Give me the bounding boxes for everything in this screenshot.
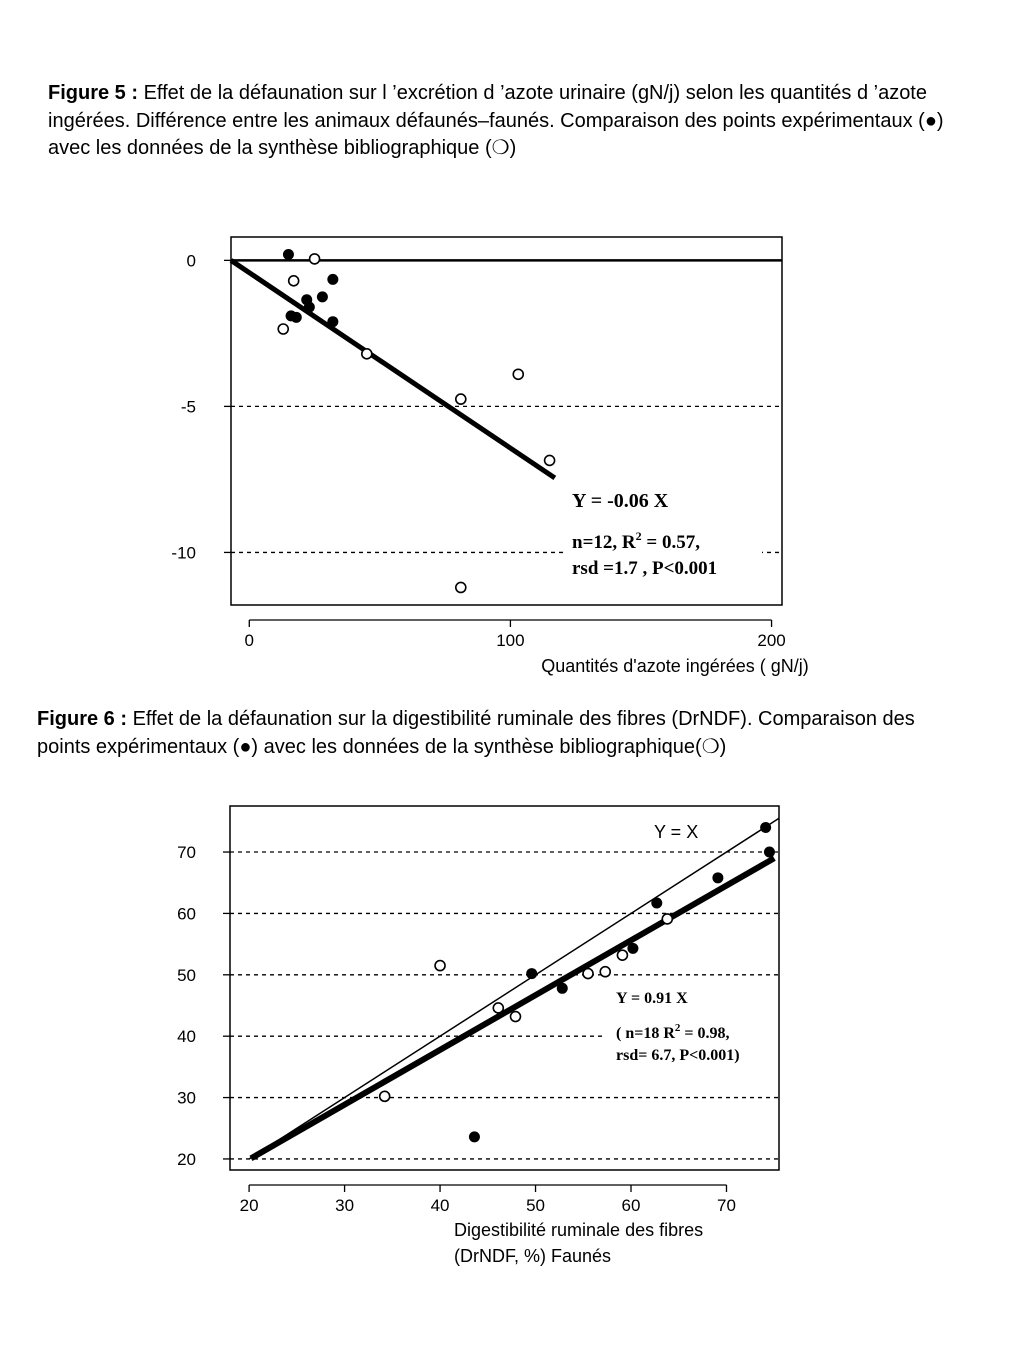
filled-circle-symbol: ● — [924, 109, 937, 132]
x-tick-label: 100 — [496, 631, 525, 650]
filled-data-point — [651, 897, 662, 908]
open-data-point — [583, 969, 593, 979]
stats-line-2: rsd= 6.7, P<0.001) — [616, 1047, 740, 1064]
stats-line-2: rsd =1.7 , P<0.001 — [572, 558, 718, 579]
filled-circle-symbol: ● — [239, 735, 252, 758]
x-tick-label: 200 — [757, 631, 786, 650]
x-axis-label-line-2: (DrNDF, %) Faunés — [454, 1246, 612, 1266]
stats-line-1: ( n=18 $R^2 = 0.98$, — [616, 1022, 730, 1042]
open-data-point — [380, 1091, 390, 1101]
figure-6-caption-end: ) — [719, 735, 727, 758]
figure-5-label: Figure 5 : — [48, 82, 139, 104]
x-axis-label: Quantités d'azote ingérées ( gN/j) — [541, 656, 809, 676]
y-tick-label: -5 — [180, 397, 196, 417]
x-tick-label: 60 — [621, 1196, 641, 1215]
x-tick-label: 40 — [430, 1196, 450, 1215]
frame-gap — [780, 978, 800, 1072]
y-tick-label: 30 — [177, 1088, 196, 1108]
open-data-point — [662, 914, 672, 924]
x-axis-label-line-1: Digestibilité ruminale des fibres — [454, 1220, 704, 1240]
open-data-point — [510, 1012, 520, 1022]
x-tick-label: 30 — [335, 1196, 355, 1215]
filled-data-point — [469, 1131, 480, 1142]
open-data-point — [617, 950, 627, 960]
x-tick-label: 0 — [244, 631, 255, 650]
figure-5-caption-mid: ) avec les données de la synthèse bibliographique ( — [48, 109, 944, 159]
y-tick-label: -10 — [171, 543, 196, 563]
open-circle-symbol: ❍ — [701, 735, 720, 758]
stats-line-1: n=12, $R^2 = 0.57$, — [572, 529, 700, 553]
filled-data-point — [526, 968, 537, 979]
filled-data-point — [712, 872, 723, 883]
y-tick-label: 40 — [177, 1027, 196, 1047]
regression-equation: Y = -0.06 X — [572, 490, 669, 512]
open-data-point — [493, 1003, 503, 1013]
figure-5-caption-end: ) — [509, 137, 517, 159]
figure-6-label: Figure 6 : — [37, 708, 128, 730]
open-data-point — [435, 961, 445, 971]
x-tick-label: 20 — [239, 1196, 259, 1215]
open-data-point — [600, 967, 610, 977]
y-tick-label: 0 — [186, 251, 196, 271]
identity-line-label: Y = X — [654, 822, 699, 842]
y-tick-label: 20 — [177, 1149, 196, 1169]
regression-equation: Y = 0.91 X — [616, 990, 688, 1007]
figure-6-caption-text: Effet de la défaunation sur la digestibilité ruminale des fibres (DrNDF). Comparaison des points expérimentaux ( — [37, 708, 915, 758]
x-tick-label: 50 — [526, 1196, 545, 1215]
filled-data-point — [760, 822, 771, 833]
y-tick-label: 50 — [177, 965, 196, 985]
figure-5-caption-text: Effet de la défaunation sur l ’excrétion d ’azote urinaire (gN/j) selon les quantités d ’azote ingérées. Différence entre les animaux défaunés–faunés. Comparaison des points expérimentaux ( — [48, 82, 927, 132]
x-tick-label: 70 — [717, 1196, 736, 1215]
filled-data-point — [764, 847, 775, 858]
y-tick-label: 60 — [177, 904, 196, 924]
figure-6-caption-mid: ) avec les données de la synthèse bibliographique( — [251, 735, 702, 758]
open-circle-symbol: ❍ — [491, 137, 510, 159]
y-tick-label: 70 — [177, 843, 196, 863]
filled-data-point — [627, 943, 638, 954]
filled-data-point — [557, 983, 568, 994]
